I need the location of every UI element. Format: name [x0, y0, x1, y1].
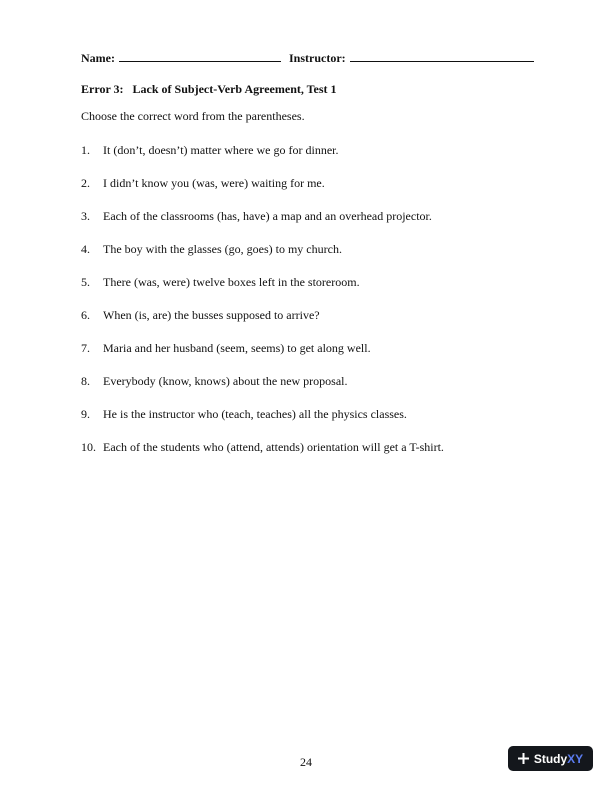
- question-text: There (was, were) twelve boxes left in the storeroom.: [103, 275, 360, 289]
- question-number: 2.: [81, 176, 90, 190]
- instructions: Choose the correct word from the parentheses.: [81, 109, 305, 123]
- question-text: He is the instructor who (teach, teaches) all the physics classes.: [103, 407, 407, 421]
- question-item: [81, 341, 444, 374]
- question-item: [81, 176, 444, 209]
- question-number: 5.: [81, 275, 90, 289]
- question-item: [81, 242, 444, 275]
- question-item: [81, 374, 444, 407]
- question-text: It (don’t, doesn’t) matter where we go for dinner.: [103, 143, 339, 157]
- question-number: 4.: [81, 242, 90, 256]
- question-number: 8.: [81, 374, 90, 388]
- question-text: I didn’t know you (was, were) waiting for me.: [103, 176, 325, 190]
- page-number: 24: [300, 755, 312, 769]
- question-text: Maria and her husband (seem, seems) to get along well.: [103, 341, 371, 355]
- question-item: [81, 275, 444, 308]
- question-text: Everybody (know, knows) about the new proposal.: [103, 374, 348, 388]
- question-text: The boy with the glasses (go, goes) to my church.: [103, 242, 342, 256]
- studyxy-badge[interactable]: [508, 746, 593, 771]
- test-title: Lack of Subject-Verb Agreement, Test 1: [132, 82, 337, 96]
- question-text: Each of the classrooms (has, have) a map and an overhead projector.: [103, 209, 432, 223]
- question-number: 6.: [81, 308, 90, 322]
- question-item: [81, 209, 444, 242]
- question-list: [81, 143, 444, 473]
- section-title: [81, 82, 337, 97]
- header-line: [81, 50, 534, 66]
- question-text: When (is, are) the busses supposed to arrive?: [103, 308, 320, 322]
- question-number: 7.: [81, 341, 90, 355]
- question-number: 3.: [81, 209, 90, 223]
- plus-icon: [518, 753, 529, 764]
- question-number: 1.: [81, 143, 90, 157]
- instructor-blank[interactable]: [350, 50, 534, 62]
- question-item: [81, 308, 444, 341]
- instructor-label: Instructor:: [288, 51, 346, 65]
- question-number: 9.: [81, 407, 90, 421]
- brand-name: Study: [533, 751, 568, 766]
- name-blank[interactable]: [119, 50, 281, 62]
- question-item: [81, 143, 444, 176]
- question-item: [81, 440, 444, 473]
- question-number: 10.: [81, 440, 96, 454]
- brand-name-accent: XY: [567, 751, 584, 766]
- question-item: [81, 407, 444, 440]
- name-label: Name:: [81, 51, 115, 65]
- error-label: Error 3:: [81, 82, 124, 96]
- question-text: Each of the students who (attend, attends) orientation will get a T-shirt.: [103, 440, 444, 454]
